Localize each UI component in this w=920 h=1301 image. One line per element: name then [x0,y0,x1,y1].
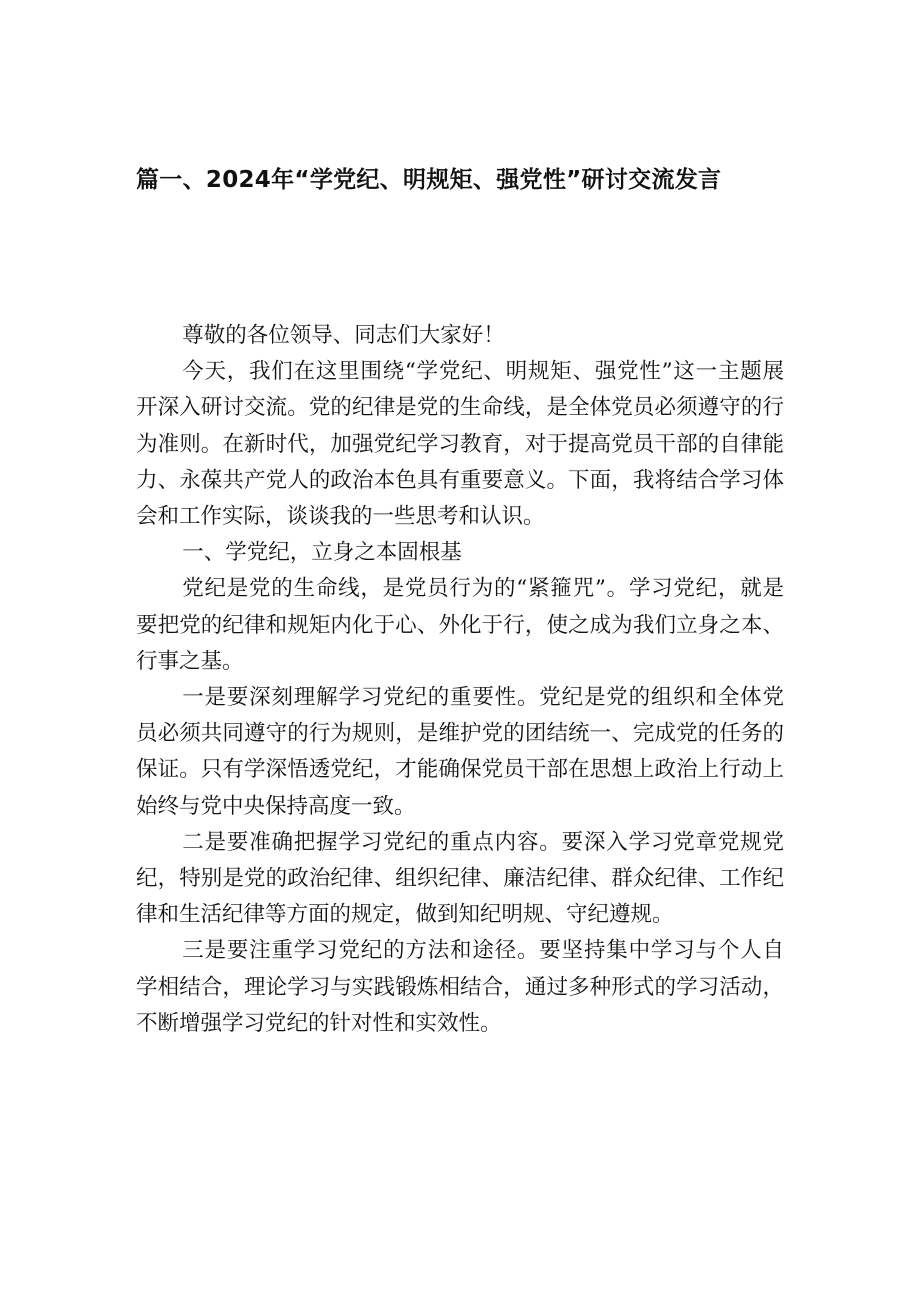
document-title: 篇一、2024年“学党纪、明规矩、强党性”研讨交流发言 [136,167,722,193]
body-paragraph: 二是要准确把握学习党纪的重点内容。要深入学习党章党规党纪，特别是党的政治纪律、组织纪律、廉洁纪律、群众纪律、工作纪律和生活纪律等方面的规定，做到知纪明规、守纪遵规。 [136,829,784,928]
section-heading: 一、学党纪，立身之本固根基 [182,540,462,566]
greeting-paragraph: 尊敬的各位领导、同志们大家好！ [182,323,505,348]
intro-paragraph: 今天，我们在这里围绕“学党纪、明规矩、强党性”这一主题展开深入研讨交流。党的纪律是党的生命线，是全体党员必须遵守的行为准则。在新时代，加强党纪学习教育，对于提高党员干部的自律能力、永葆共产党人的政治本色具有重要意义。下面，我将结合学习体会和工作实际，谈谈我的一些思考和认识。 [136,359,784,530]
body-paragraph: 党纪是党的生命线，是党员行为的“紧箍咒”。学习党纪，就是要把党的纪律和规矩内化于心、外化于行，使之成为我们立身之本、行事之基。 [136,576,784,674]
body-paragraph: 一是要深刻理解学习党纪的重要性。党纪是党的组织和全体党员必须共同遵守的行为规则，是维护党的团结统一、完成党的任务的保证。只有学深悟透党纪，才能确保党员干部在思想上政治上行动上始终与党中央保持高度一致。 [136,685,784,819]
body-paragraph: 三是要注重学习党纪的方法和途径。要坚持集中学习与个人自学相结合，理论学习与实践锻炼相结合，通过多种形式的学习活动，不断增强学习党纪的针对性和实效性。 [136,938,784,1036]
document-body [136,318,784,1042]
